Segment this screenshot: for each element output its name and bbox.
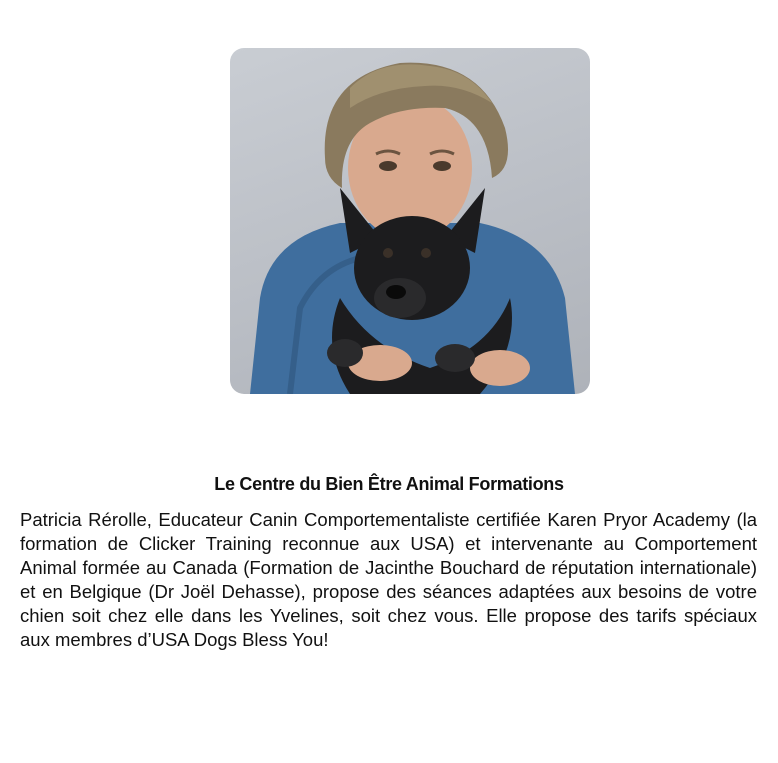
woman-with-puppy-image — [230, 48, 590, 394]
portrait-photo — [230, 48, 590, 394]
article-title: Le Centre du Bien Être Animal Formations — [214, 474, 564, 494]
article-body: Patricia Rérolle, Educateur Canin Comportementaliste certifiée Karen Pryor Academy (la formation de Clicker Training reconnue aux USA) et intervenante au Comportement Animal formée au Canada (Formation de Jacinthe Bouchard de réputation internationale) et en Belgique (Dr Joël Dehasse), propose des séances adaptées aux besoins de votre chien soit chez elle dans les Yvelines, soit chez vous. Elle propose des tarifs spéciaux aux membres d’USA Dogs Bless You! — [20, 509, 757, 650]
